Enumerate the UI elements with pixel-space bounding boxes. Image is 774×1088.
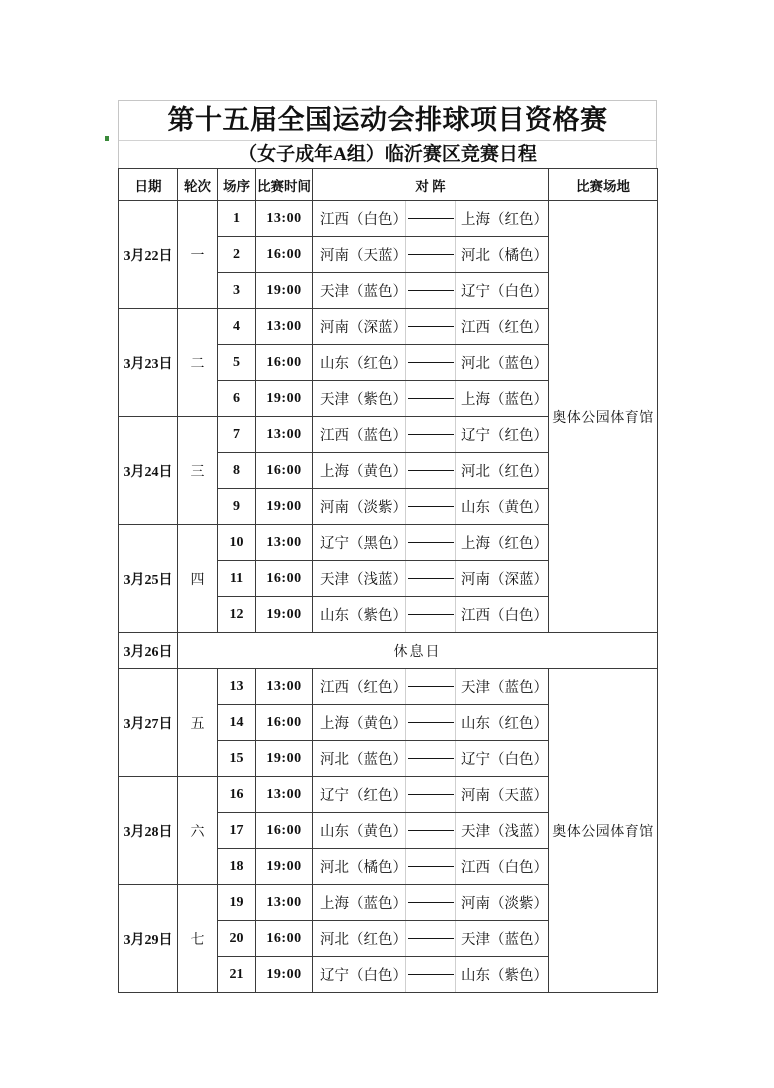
- vs-divider: [405, 381, 456, 416]
- match-time-cell: 13:00: [256, 309, 313, 345]
- vs-dash-line: [408, 470, 454, 471]
- table-row: [119, 201, 658, 237]
- col-header-date: 日期: [119, 169, 178, 201]
- vs-divider: [405, 201, 456, 236]
- match-time-cell: 19:00: [256, 957, 313, 993]
- vs-divider: [405, 489, 456, 524]
- match-no-cell: 6: [218, 381, 256, 417]
- vs-divider: [405, 309, 456, 344]
- home-team: 上海（黄色）: [320, 464, 407, 480]
- home-team: 上海（黄色）: [320, 716, 407, 732]
- vs-divider: [405, 777, 456, 812]
- col-header-venue: 比赛场地: [549, 169, 658, 201]
- home-team: 山东（黄色）: [320, 824, 407, 840]
- away-team: 山东（黄色）: [461, 500, 548, 516]
- green-marker: [105, 136, 109, 141]
- vs-dash-line: [408, 434, 454, 435]
- round-cell: 三: [178, 417, 218, 525]
- date-cell: 3月25日: [119, 525, 178, 633]
- away-team: 上海（红色）: [461, 536, 548, 552]
- away-team: 江西（白色）: [461, 608, 548, 624]
- vs-divider: [405, 921, 456, 956]
- vs-divider: [405, 597, 456, 632]
- venue-cell: 奥体公园体育馆: [549, 201, 658, 633]
- match-time-cell: 13:00: [256, 885, 313, 921]
- match-time-cell: 19:00: [256, 381, 313, 417]
- matchup-cell: [313, 489, 549, 525]
- matchup-cell: [313, 525, 549, 561]
- matchup-cell: [313, 777, 549, 813]
- match-no-cell: 13: [218, 669, 256, 705]
- round-cell: 一: [178, 201, 218, 309]
- vs-dash-line: [408, 938, 454, 939]
- home-team: 河南（淡紫）: [320, 500, 407, 516]
- vs-dash-line: [408, 362, 454, 363]
- schedule-sheet: [118, 100, 657, 993]
- vs-dash-line: [408, 218, 454, 219]
- matchup-cell: [313, 309, 549, 345]
- away-team: 上海（红色）: [461, 212, 548, 228]
- home-team: 辽宁（白色）: [320, 968, 407, 984]
- vs-dash-line: [408, 506, 454, 507]
- away-team: 山东（红色）: [461, 716, 548, 732]
- match-time-cell: 16:00: [256, 345, 313, 381]
- away-team: 山东（紫色）: [461, 968, 548, 984]
- away-team: 河南（淡紫）: [461, 896, 548, 912]
- matchup-cell: [313, 561, 549, 597]
- round-cell: 二: [178, 309, 218, 417]
- vs-divider: [405, 885, 456, 920]
- vs-divider: [405, 525, 456, 560]
- matchup-cell: [313, 273, 549, 309]
- matchup-cell: [313, 201, 549, 237]
- match-time-cell: 16:00: [256, 921, 313, 957]
- vs-divider: [405, 741, 456, 776]
- date-cell: 3月24日: [119, 417, 178, 525]
- vs-divider: [405, 417, 456, 452]
- header-row: [119, 169, 658, 201]
- home-team: 山东（红色）: [320, 356, 407, 372]
- match-no-cell: 2: [218, 237, 256, 273]
- vs-dash-line: [408, 866, 454, 867]
- match-no-cell: 9: [218, 489, 256, 525]
- col-header-match-no: 场序: [218, 169, 256, 201]
- vs-dash-line: [408, 398, 454, 399]
- match-no-cell: 3: [218, 273, 256, 309]
- match-time-cell: 16:00: [256, 705, 313, 741]
- match-no-cell: 19: [218, 885, 256, 921]
- vs-divider: [405, 273, 456, 308]
- date-cell: 3月23日: [119, 309, 178, 417]
- matchup-cell: [313, 885, 549, 921]
- vs-divider: [405, 669, 456, 704]
- vs-dash-line: [408, 758, 454, 759]
- matchup-cell: [313, 669, 549, 705]
- away-team: 辽宁（红色）: [461, 428, 548, 444]
- match-no-cell: 17: [218, 813, 256, 849]
- vs-dash-line: [408, 974, 454, 975]
- home-team: 天津（紫色）: [320, 392, 407, 408]
- vs-divider: [405, 849, 456, 884]
- vs-dash-line: [408, 254, 454, 255]
- vs-divider: [405, 345, 456, 380]
- match-no-cell: 10: [218, 525, 256, 561]
- vs-divider: [405, 453, 456, 488]
- home-team: 辽宁（红色）: [320, 788, 407, 804]
- matchup-cell: [313, 597, 549, 633]
- vs-dash-line: [408, 794, 454, 795]
- home-team: 河北（橘色）: [320, 860, 407, 876]
- col-header-matchup: 对 阵: [313, 169, 549, 201]
- match-time-cell: 19:00: [256, 741, 313, 777]
- match-no-cell: 14: [218, 705, 256, 741]
- matchup-cell: [313, 957, 549, 993]
- matchup-cell: [313, 849, 549, 885]
- match-no-cell: 7: [218, 417, 256, 453]
- vs-divider: [405, 237, 456, 272]
- match-time-cell: 16:00: [256, 561, 313, 597]
- vs-dash-line: [408, 722, 454, 723]
- home-team: 江西（白色）: [320, 212, 407, 228]
- round-cell: 六: [178, 777, 218, 885]
- away-team: 河北（红色）: [461, 464, 548, 480]
- matchup-cell: [313, 705, 549, 741]
- vs-divider: [405, 705, 456, 740]
- vs-divider: [405, 813, 456, 848]
- match-no-cell: 1: [218, 201, 256, 237]
- match-no-cell: 16: [218, 777, 256, 813]
- match-time-cell: 16:00: [256, 813, 313, 849]
- home-team: 河南（深蓝）: [320, 320, 407, 336]
- vs-divider: [405, 957, 456, 992]
- title-block: [118, 100, 657, 168]
- round-cell: 五: [178, 669, 218, 777]
- away-team: 河北（蓝色）: [461, 356, 548, 372]
- match-no-cell: 11: [218, 561, 256, 597]
- home-team: 江西（蓝色）: [320, 428, 407, 444]
- vs-divider: [405, 561, 456, 596]
- home-team: 天津（蓝色）: [320, 284, 407, 300]
- round-cell: 七: [178, 885, 218, 993]
- vs-dash-line: [408, 830, 454, 831]
- match-no-cell: 21: [218, 957, 256, 993]
- col-header-time: 比赛时间: [256, 169, 313, 201]
- away-team: 江西（红色）: [461, 320, 548, 336]
- home-team: 河南（天蓝）: [320, 248, 407, 264]
- date-cell: 3月26日: [119, 633, 178, 669]
- match-time-cell: 13:00: [256, 777, 313, 813]
- date-cell: 3月22日: [119, 201, 178, 309]
- matchup-cell: [313, 921, 549, 957]
- matchup-cell: [313, 345, 549, 381]
- col-header-round: 轮次: [178, 169, 218, 201]
- home-team: 辽宁（黑色）: [320, 536, 407, 552]
- match-time-cell: 19:00: [256, 489, 313, 525]
- match-time-cell: 13:00: [256, 417, 313, 453]
- rest-label-cell: 休息日: [178, 633, 658, 669]
- date-cell: 3月27日: [119, 669, 178, 777]
- date-cell: 3月28日: [119, 777, 178, 885]
- match-no-cell: 8: [218, 453, 256, 489]
- venue-cell: 奥体公园体育馆: [549, 669, 658, 993]
- matchup-cell: [313, 741, 549, 777]
- vs-dash-line: [408, 902, 454, 903]
- match-time-cell: 13:00: [256, 525, 313, 561]
- vs-dash-line: [408, 290, 454, 291]
- match-no-cell: 4: [218, 309, 256, 345]
- home-team: 河北（蓝色）: [320, 752, 407, 768]
- match-time-cell: 13:00: [256, 669, 313, 705]
- match-time-cell: 19:00: [256, 597, 313, 633]
- away-team: 河南（天蓝）: [461, 788, 548, 804]
- vs-dash-line: [408, 542, 454, 543]
- away-team: 辽宁（白色）: [461, 284, 548, 300]
- rest-day-row: [119, 633, 658, 669]
- match-time-cell: 19:00: [256, 273, 313, 309]
- home-team: 山东（紫色）: [320, 608, 407, 624]
- home-team: 河北（红色）: [320, 932, 407, 948]
- away-team: 天津（浅蓝）: [461, 824, 548, 840]
- vs-dash-line: [408, 326, 454, 327]
- match-time-cell: 19:00: [256, 849, 313, 885]
- home-team: 上海（蓝色）: [320, 896, 407, 912]
- page-title: 第十五届全国运动会排球项目资格赛: [119, 101, 656, 141]
- page-subtitle: （女子成年A组）临沂赛区竞赛日程: [238, 144, 537, 165]
- match-no-cell: 18: [218, 849, 256, 885]
- match-time-cell: 16:00: [256, 453, 313, 489]
- match-no-cell: 20: [218, 921, 256, 957]
- away-team: 辽宁（白色）: [461, 752, 548, 768]
- match-no-cell: 5: [218, 345, 256, 381]
- matchup-cell: [313, 381, 549, 417]
- match-no-cell: 12: [218, 597, 256, 633]
- match-time-cell: 13:00: [256, 201, 313, 237]
- match-no-cell: 15: [218, 741, 256, 777]
- away-team: 天津（蓝色）: [461, 932, 548, 948]
- away-team: 江西（白色）: [461, 860, 548, 876]
- matchup-cell: [313, 237, 549, 273]
- vs-dash-line: [408, 614, 454, 615]
- home-team: 江西（红色）: [320, 680, 407, 696]
- matchup-cell: [313, 417, 549, 453]
- schedule-table: [118, 168, 658, 993]
- away-team: 河北（橘色）: [461, 248, 548, 264]
- table-row: [119, 669, 658, 705]
- vs-dash-line: [408, 578, 454, 579]
- home-team: 天津（浅蓝）: [320, 572, 407, 588]
- vs-dash-line: [408, 686, 454, 687]
- matchup-cell: [313, 813, 549, 849]
- away-team: 河南（深蓝）: [461, 572, 548, 588]
- match-time-cell: 16:00: [256, 237, 313, 273]
- matchup-cell: [313, 453, 549, 489]
- date-cell: 3月29日: [119, 885, 178, 993]
- round-cell: 四: [178, 525, 218, 633]
- away-team: 上海（蓝色）: [461, 392, 548, 408]
- away-team: 天津（蓝色）: [461, 680, 548, 696]
